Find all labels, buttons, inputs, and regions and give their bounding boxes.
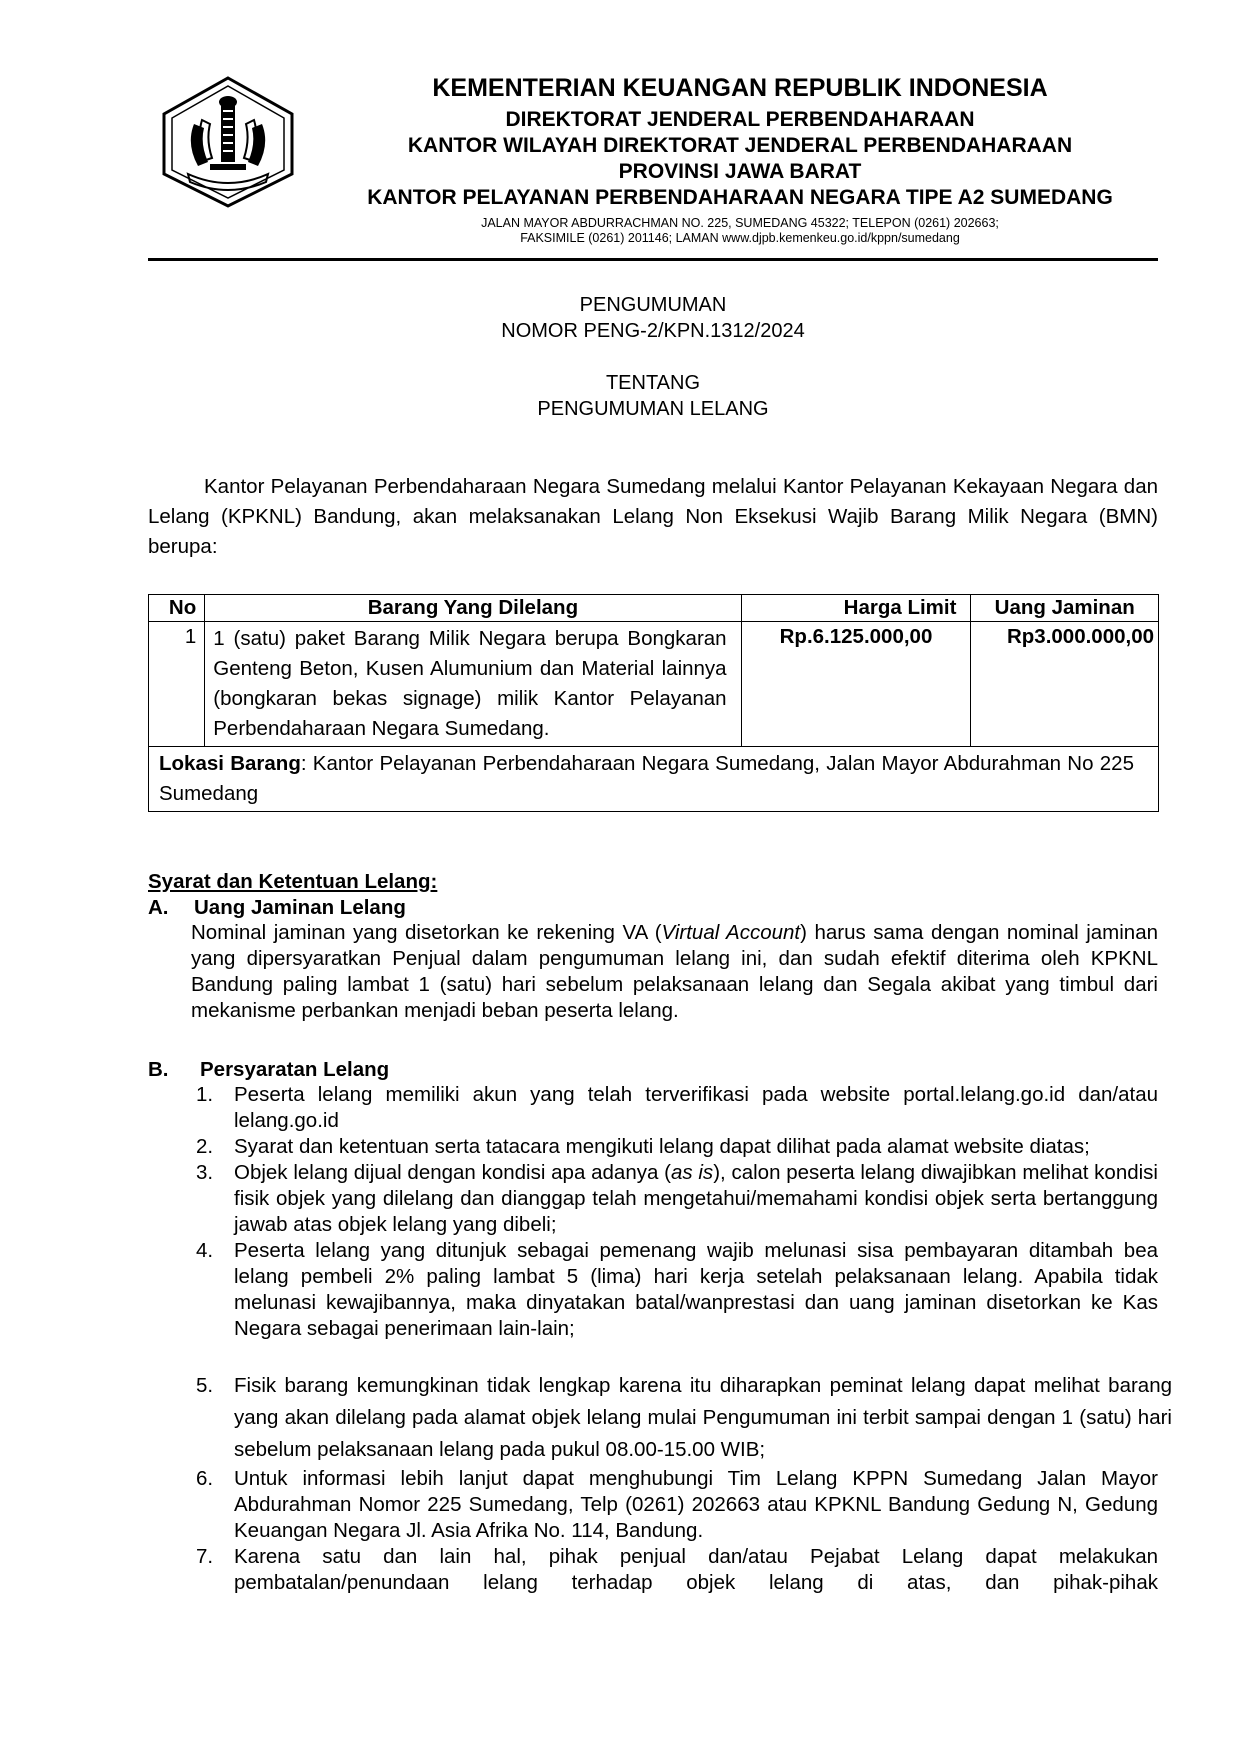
- section-a-body-italic: Virtual Account: [661, 921, 801, 944]
- directorate-name: DIREKTORAT JENDERAL PERBENDAHARAAN: [505, 108, 975, 131]
- doc-subject: PENGUMUMAN LELANG: [537, 398, 769, 420]
- row-uang-jaminan: Rp3.000.000,00: [971, 622, 1159, 747]
- lokasi-label: Lokasi Barang: [159, 752, 301, 775]
- table-row: [149, 622, 1159, 747]
- section-a-body-pre: Nominal jaminan yang disetorkan ke rekening VA (: [191, 921, 662, 944]
- list-item: 7. Karena satu dan lain hal, pihak penjual dan/atau Pejabat Lelang dapat melakukan pembatalan/penundaan lelang terhadap objek lelang di atas, dan pihak-pihak: [196, 1545, 1158, 1594]
- syarat-heading: Syarat dan Ketentuan Lelang:: [148, 870, 438, 893]
- header-item: Barang Yang Dilelang: [205, 595, 741, 622]
- row-item-description: 1 (satu) paket Barang Milik Negara berupa Bongkaran Genteng Beton, Kusen Alumunium dan Material lainnya (bongkaran bekas signage) milik Kantor Pelayanan Perbendaharaan Negara Sumedang.: [205, 622, 741, 747]
- list-item: 1. Peserta lelang memiliki akun yang telah terverifikasi pada website portal.lelang.go.id dan/atau lelang.go.id: [196, 1083, 1158, 1132]
- section-a-body-post: ) harus sama dengan nominal jaminan yang dipersyaratkan Penjual dalam pengumuman lelang ini, dan sudah efektif diterima oleh KPKNL Bandung paling lambat 1 (satu) hari sebelum pelaksanaan lelang dan Segala akibat yang timbul dari mekanisme perbankan menjadi beban peserta lelang.: [191, 921, 1158, 1022]
- intro-paragraph: Kantor Pelayanan Perbendaharaan Negara Sumedang melalui Kantor Pelayanan Kekayaan Negara dan Lelang (KPKNL) Bandung, akan melaksanakan Lelang Non Eksekusi Wajib Barang Milik Negara (BMN) berupa:: [148, 475, 1158, 558]
- office-name: KANTOR PELAYANAN PERBENDAHARAAN NEGARA TIPE A2 SUMEDANG: [367, 186, 1113, 209]
- header-no: No: [149, 595, 205, 622]
- list-item: 5. Fisik barang kemungkinan tidak lengkap karena itu diharapkan peminat lelang dapat melihat barang yang akan dilelang pada alamat objek lelang mulai Pengumuman ini terbit sampai dengan 1 (satu) hari sebelum pelaksanaan lelang pada pukul 08.00-15.00 WIB;: [196, 1374, 1172, 1461]
- section-b-title: Persyaratan Lelang: [200, 1058, 390, 1081]
- office-contact: FAKSIMILE (0261) 201146; LAMAN www.djpb.kemenkeu.go.id/kppn/sumedang: [520, 231, 960, 245]
- doc-about: TENTANG: [605, 372, 701, 394]
- header-harga-limit: Harga Limit: [741, 595, 971, 622]
- list-item: 2. Syarat dan ketentuan serta tatacara mengikuti lelang dapat dilihat pada alamat website diatas;: [196, 1135, 1090, 1158]
- section-a-body: [191, 920, 1158, 1024]
- persyaratan-list-3: [148, 1466, 1158, 1596]
- letterhead-divider: [148, 258, 1158, 261]
- row-no: 1: [149, 622, 205, 747]
- header-uang-jaminan: Uang Jaminan: [971, 595, 1159, 622]
- auction-items-table: [148, 594, 1159, 812]
- persyaratan-list-2: [148, 1370, 1172, 1466]
- section-a-title: Uang Jaminan Lelang: [194, 896, 406, 919]
- ministry-name: KEMENTERIAN KEUANGAN REPUBLIK INDONESIA: [432, 74, 1048, 102]
- lokasi-value: : Kantor Pelayanan Perbendaharaan Negara Sumedang, Jalan Mayor Abdurahman No 225 Sumedang: [159, 752, 1134, 805]
- section-b-letter: B.: [148, 1058, 169, 1081]
- doc-type: PENGUMUMAN: [579, 294, 727, 316]
- list-item: 3. Objek lelang dijual dengan kondisi apa adanya (as is), calon peserta lelang diwajibkan melihat kondisi fisik objek yang dilelang dan dianggap telah mengetahui/memahami kondisi objek serta bertanggung jawab atas objek lelang yang dibeli;: [196, 1161, 1158, 1236]
- list-item: 4. Peserta lelang yang ditunjuk sebagai pemenang wajib melunasi sisa pembayaran ditambah bea lelang pembeli 2% paling lambat 5 (lima) hari kerja setelah pelaksanaan lelang. Apabila tidak melunasi kewajibannya, maka dinyatakan batal/wanprestasi dan uang jaminan disetorkan ke Kas Negara sebagai penerimaan lain-lain;: [196, 1239, 1158, 1340]
- row-harga-limit: Rp.6.125.000,00: [741, 622, 971, 747]
- table-header-row: [149, 595, 1159, 622]
- lokasi-row: [149, 747, 1159, 812]
- doc-number: NOMOR PENG-2/KPN.1312/2024: [501, 320, 805, 342]
- regional-office-name: KANTOR WILAYAH DIREKTORAT JENDERAL PERBENDAHARAAN: [407, 134, 1073, 157]
- section-a-letter: A.: [148, 896, 169, 919]
- kemenkeu-emblem-icon: [158, 74, 298, 210]
- persyaratan-list-1: [148, 1082, 1158, 1342]
- list-item: 6. Untuk informasi lebih lanjut dapat menghubungi Tim Lelang KPPN Sumedang Jalan Mayor Abdurahman Nomor 225 Sumedang, Telp (0261) 202663 atau KPKNL Bandung Gedung N, Gedung Keuangan Negara Jl. Asia Afrika No. 114, Bandung.: [196, 1467, 1158, 1542]
- province-name: PROVINSI JAWA BARAT: [618, 160, 862, 183]
- office-address: JALAN MAYOR ABDURRACHMAN NO. 225, SUMEDANG 45322; TELEPON (0261) 202663;: [481, 216, 999, 230]
- lokasi-cell: [149, 747, 1159, 812]
